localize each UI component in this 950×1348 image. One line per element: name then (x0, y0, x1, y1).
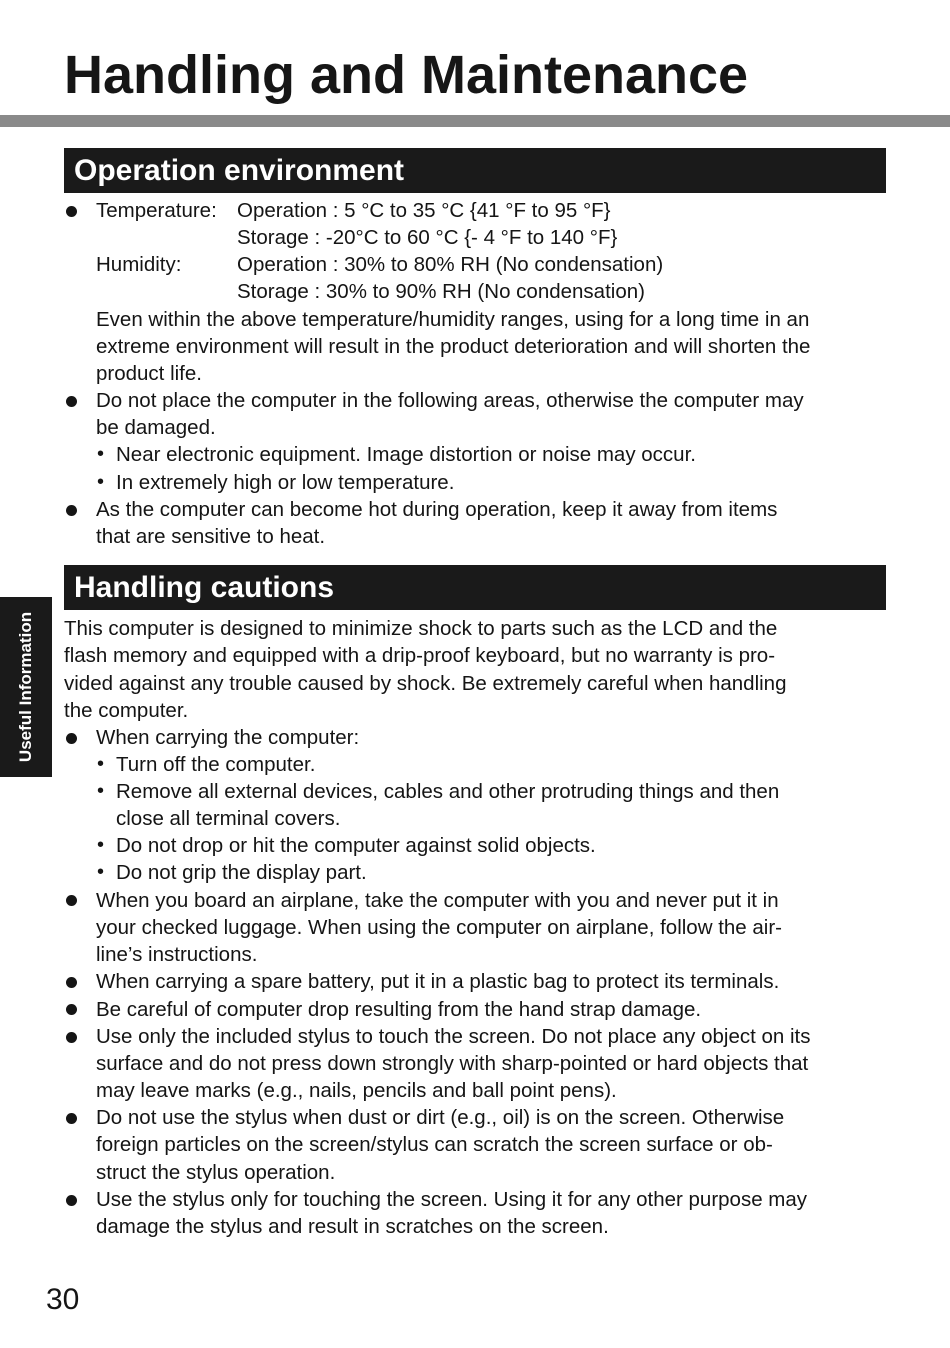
sub-bullet-icon: • (97, 780, 105, 802)
side-tab (0, 597, 52, 777)
placement-line: Do not place the computer in the following areas, otherwise the computer may (96, 389, 804, 412)
carrying-subitem: Turn off the computer. (116, 753, 316, 776)
environment-note-line: product life. (96, 362, 202, 385)
stylus-line: may leave marks (e.g., nails, pencils and ball point pens). (96, 1079, 617, 1102)
dust-line: Do not use the stylus when dust or dirt (e.g., oil) is on the screen. Otherwise (96, 1106, 785, 1129)
sub-bullet-icon: • (97, 834, 105, 856)
environment-note-line: extreme environment will result in the product deterioration and will shorten the (96, 335, 811, 358)
intro-line: the computer. (64, 699, 189, 722)
heat-line: that are sensitive to heat. (96, 525, 326, 548)
placement-subitem: Near electronic equipment. Image distortion or noise may occur. (116, 443, 696, 466)
bullet-icon (66, 733, 77, 744)
heat-line: As the computer can become hot during operation, keep it away from items (96, 498, 778, 521)
placement-subitem: In extremely high or low temperature. (116, 471, 455, 494)
page-title: Handling and Maintenance (64, 45, 749, 105)
bullet-icon (66, 1113, 77, 1124)
dust-line: foreign particles on the screen/stylus can scratch the screen surface or ob- (96, 1133, 773, 1156)
carrying-subitem: close all terminal covers. (116, 807, 341, 830)
purpose-line: Use the stylus only for touching the screen. Using it for any other purpose may (96, 1188, 808, 1211)
carrying-subitem: Do not grip the display part. (116, 861, 367, 884)
bullet-icon (66, 977, 77, 988)
airplane-line: When you board an airplane, take the computer with you and never put it in (96, 889, 779, 912)
strap-line: Be careful of computer drop resulting from the hand strap damage. (96, 998, 702, 1021)
bullet-icon (66, 895, 77, 906)
carrying-subitem: Do not drop or hit the computer against solid objects. (116, 834, 596, 857)
sub-bullet-icon: • (97, 471, 105, 493)
battery-line: When carrying a spare battery, put it in a plastic bag to protect its terminals. (96, 970, 780, 993)
humidity-storage: Storage : 30% to 90% RH (No condensation) (237, 280, 645, 303)
bullet-icon (66, 1004, 77, 1015)
page-number: 30 (46, 1283, 80, 1316)
intro-line: This computer is designed to minimize shock to parts such as the LCD and the (64, 617, 778, 640)
intro-line: flash memory and equipped with a drip-proof keyboard, but no warranty is pro- (64, 644, 776, 667)
temperature-operation: Operation : 5 °C to 35 °C {41 °F to 95 °F} (237, 199, 611, 222)
temperature-storage: Storage : -20°C to 60 °C {- 4 °F to 140 °F} (237, 226, 618, 249)
airplane-line: your checked luggage. When using the computer on airplane, follow the air- (96, 916, 783, 939)
section-header-handling-cautions: Handling cautions (64, 565, 886, 610)
carrying-subitem: Remove all external devices, cables and other protruding things and then (116, 780, 780, 803)
title-rule (0, 115, 950, 127)
placement-line: be damaged. (96, 416, 216, 439)
bullet-icon (66, 1032, 77, 1043)
dust-line: struct the stylus operation. (96, 1161, 336, 1184)
side-tab-label: Useful Information (16, 611, 35, 763)
sub-bullet-icon: • (97, 861, 105, 883)
temperature-label: Temperature: (96, 199, 217, 222)
carrying-line: When carrying the computer: (96, 726, 360, 749)
bullet-icon (66, 206, 77, 217)
intro-line: vided against any trouble caused by shock. Be extremely careful when handling (64, 672, 787, 695)
humidity-operation: Operation : 30% to 80% RH (No condensation) (237, 253, 664, 276)
airplane-line: line’s instructions. (96, 943, 258, 966)
sub-bullet-icon: • (97, 753, 105, 775)
humidity-label: Humidity: (96, 253, 182, 276)
bullet-icon (66, 1195, 77, 1206)
section-header-operation-environment: Operation environment (64, 148, 886, 193)
bullet-icon (66, 396, 77, 407)
stylus-line: surface and do not press down strongly with sharp-pointed or hard objects that (96, 1052, 809, 1075)
purpose-line: damage the stylus and result in scratches on the screen. (96, 1215, 609, 1238)
bullet-icon (66, 505, 77, 516)
stylus-line: Use only the included stylus to touch the screen. Do not place any object on its (96, 1025, 811, 1048)
environment-note-line: Even within the above temperature/humidity ranges, using for a long time in an (96, 308, 810, 331)
sub-bullet-icon: • (97, 443, 105, 465)
